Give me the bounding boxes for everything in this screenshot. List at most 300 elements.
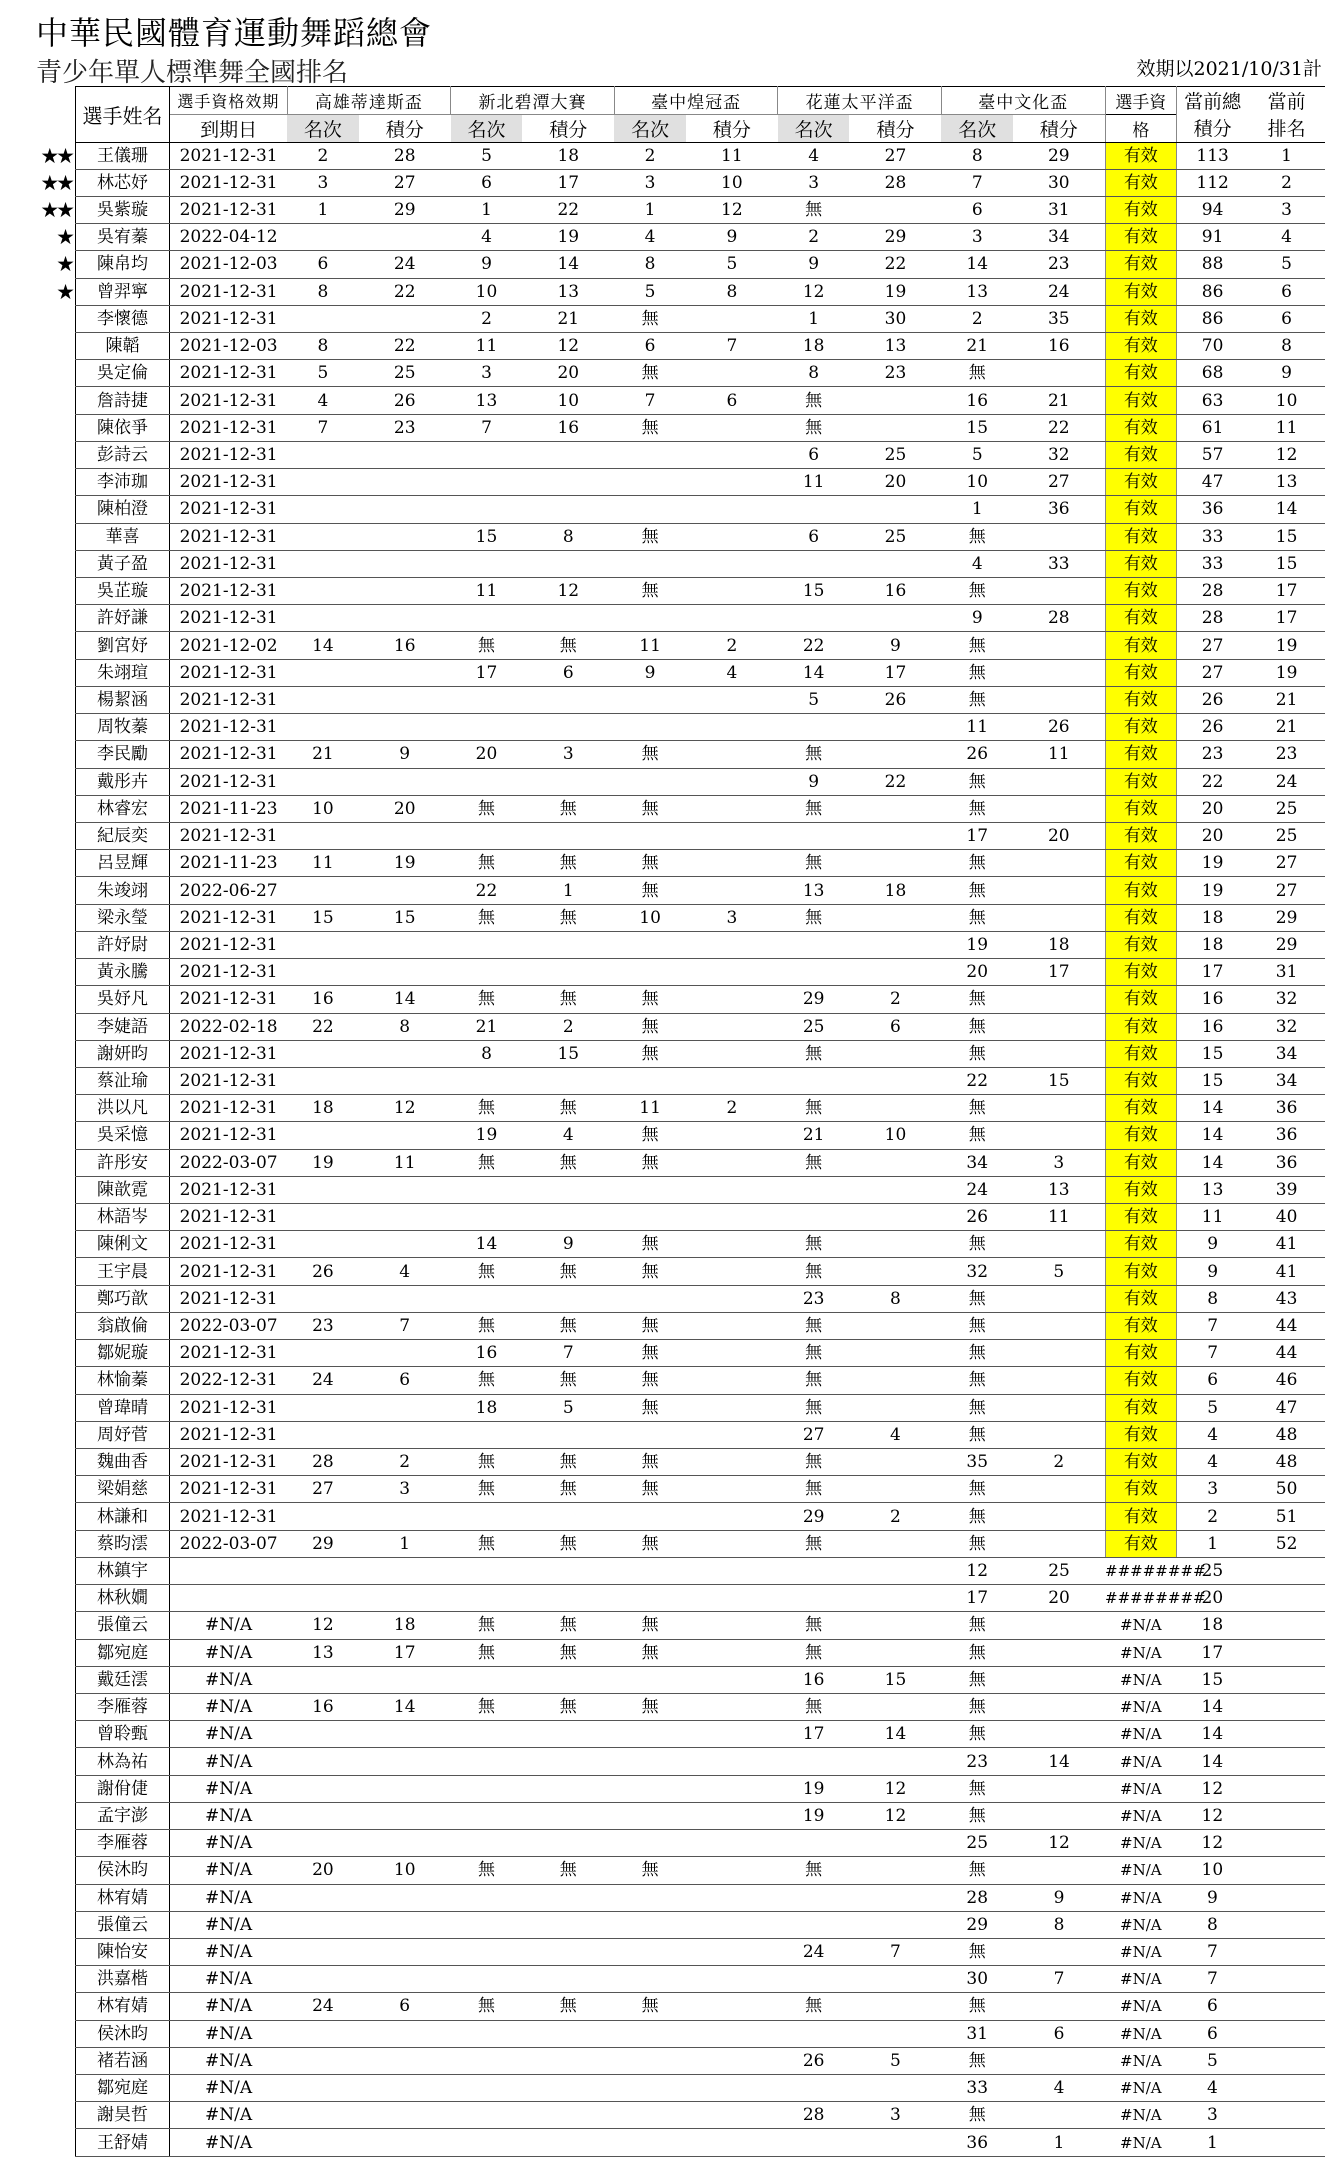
comp-points — [522, 822, 614, 849]
eligibility-status: #N/A — [1105, 2075, 1177, 2102]
current-rank — [1248, 1612, 1325, 1639]
expiry-date: #N/A — [170, 1748, 288, 1775]
comp-points — [522, 1285, 614, 1312]
current-rank: 5 — [1248, 251, 1325, 278]
expiry-date: 2021-12-31 — [170, 1067, 288, 1094]
player-name: 侯沐昀 — [76, 2020, 170, 2047]
comp-rank: 3 — [614, 169, 686, 196]
player-name: 許妤謙 — [76, 605, 170, 632]
table-row — [76, 1830, 1326, 1857]
comp-points: 31 — [1013, 196, 1105, 223]
comp-points: 22 — [359, 278, 451, 305]
comp-rank — [287, 441, 359, 468]
comp-rank: 11 — [941, 714, 1013, 741]
player-name: 林秋嫺 — [76, 1585, 170, 1612]
comp-rank — [451, 1285, 523, 1312]
current-rank: 21 — [1248, 686, 1325, 713]
comp-points — [686, 1285, 778, 1312]
total-points: 14 — [1177, 1122, 1249, 1149]
comp-rank: 無 — [451, 1449, 523, 1476]
total-points: 10 — [1177, 1857, 1249, 1884]
eligibility-status: 有效 — [1105, 305, 1177, 332]
comp-rank: 26 — [941, 741, 1013, 768]
player-name: 侯沐昀 — [76, 1857, 170, 1884]
rank-subheader: 名次 — [451, 114, 523, 142]
comp-points — [849, 1884, 941, 1911]
current-rank: 13 — [1248, 469, 1325, 496]
current-rank: 9 — [1248, 360, 1325, 387]
comp-points — [522, 714, 614, 741]
comp-points: 18 — [359, 1612, 451, 1639]
comp-rank: 17 — [941, 822, 1013, 849]
comp-points: 無 — [522, 1612, 614, 1639]
comp-points: 25 — [359, 360, 451, 387]
comp-rank — [451, 1938, 523, 1965]
comp-points: 12 — [849, 1802, 941, 1829]
current-rank: 43 — [1248, 1285, 1325, 1312]
comp-rank: 無 — [614, 1612, 686, 1639]
comp-points: 無 — [522, 1639, 614, 1666]
comp-rank — [614, 1585, 686, 1612]
comp-rank — [614, 550, 686, 577]
comp-rank — [287, 1938, 359, 1965]
total-points: 88 — [1177, 251, 1249, 278]
comp-rank — [614, 1938, 686, 1965]
comp-rank: 22 — [778, 632, 850, 659]
total-points: 12 — [1177, 1775, 1249, 1802]
comp-points: 34 — [1013, 224, 1105, 251]
expiry-date: 2021-12-02 — [170, 632, 288, 659]
total-points: 7 — [1177, 1966, 1249, 1993]
comp-points: 6 — [849, 1013, 941, 1040]
comp-points — [359, 1067, 451, 1094]
comp-points — [359, 1802, 451, 1829]
comp-rank: 無 — [778, 1258, 850, 1285]
player-name: 謝昊哲 — [76, 2102, 170, 2129]
comp-rank: 9 — [941, 605, 1013, 632]
comp-rank: 無 — [941, 1013, 1013, 1040]
comp-points: 2 — [849, 986, 941, 1013]
comp-rank — [287, 1775, 359, 1802]
comp-points: 6 — [359, 1993, 451, 2020]
comp-points: 18 — [849, 877, 941, 904]
comp-points: 7 — [1013, 1966, 1105, 1993]
player-name: 鄒宛庭 — [76, 1639, 170, 1666]
player-name: 曾羿寧 ★ — [76, 278, 170, 305]
star-rating-icon: ★★ — [40, 197, 72, 222]
total-points: 5 — [1177, 1394, 1249, 1421]
comp-points: 28 — [359, 142, 451, 169]
comp-points: 16 — [359, 632, 451, 659]
comp-rank — [287, 523, 359, 550]
comp-points — [359, 578, 451, 605]
comp-points — [686, 1421, 778, 1448]
comp-points — [686, 1340, 778, 1367]
player-name: 曾瑋晴 — [76, 1394, 170, 1421]
eligibility-status: 有效 — [1105, 659, 1177, 686]
comp-points — [359, 1666, 451, 1693]
comp-points — [359, 1585, 451, 1612]
comp-points: 4 — [1013, 2075, 1105, 2102]
table-row — [76, 1421, 1326, 1448]
comp-points — [1013, 1857, 1105, 1884]
player-name: 李懷德 — [76, 305, 170, 332]
expiry-date: 2021-12-31 — [170, 496, 288, 523]
comp-rank: 21 — [451, 1013, 523, 1040]
comp-rank: 無 — [778, 1231, 850, 1258]
comp-points — [522, 1067, 614, 1094]
expiry-date: 2022-02-18 — [170, 1013, 288, 1040]
comp-rank — [287, 931, 359, 958]
eligibility-status: #N/A — [1105, 1966, 1177, 1993]
comp-rank: 20 — [287, 1857, 359, 1884]
current-rank: 24 — [1248, 768, 1325, 795]
table-row — [76, 169, 1326, 196]
comp-rank — [287, 1503, 359, 1530]
total-points: 3 — [1177, 2102, 1249, 2129]
comp-points: 11 — [1013, 741, 1105, 768]
total-points: 1 — [1177, 1530, 1249, 1557]
comp-points — [359, 605, 451, 632]
comp-rank: 11 — [614, 632, 686, 659]
table-row — [76, 1721, 1326, 1748]
comp-rank: 28 — [941, 1884, 1013, 1911]
comp-points — [522, 1176, 614, 1203]
table-row — [76, 1530, 1326, 1557]
comp-rank — [287, 1911, 359, 1938]
current-rank: 44 — [1248, 1312, 1325, 1339]
table-row — [76, 496, 1326, 523]
points-subheader: 積分 — [849, 114, 941, 142]
comp-rank: 無 — [778, 1095, 850, 1122]
star-rating-icon: ★★ — [40, 170, 72, 195]
eligibility-status: #N/A — [1105, 1721, 1177, 1748]
current-rank: 14 — [1248, 496, 1325, 523]
eligibility-status: #N/A — [1105, 1775, 1177, 1802]
comp-points: 16 — [849, 578, 941, 605]
comp-points — [686, 1612, 778, 1639]
comp-points — [849, 1557, 941, 1584]
player-name: 朱竣翊 — [76, 877, 170, 904]
expiry-date: 2021-12-31 — [170, 441, 288, 468]
table-row — [76, 1231, 1326, 1258]
comp-points — [849, 1748, 941, 1775]
comp-points: 10 — [849, 1122, 941, 1149]
comp-rank — [451, 2047, 523, 2074]
current-rank: 3 — [1248, 196, 1325, 223]
current-rank — [1248, 1966, 1325, 1993]
comp-points — [849, 1449, 941, 1476]
table-row — [76, 360, 1326, 387]
comp-points — [686, 605, 778, 632]
comp-rank — [778, 931, 850, 958]
total-points: 9 — [1177, 1258, 1249, 1285]
comp-rank — [778, 1830, 850, 1857]
player-name-header: 選手姓名 — [76, 87, 170, 143]
comp-rank: 3 — [451, 360, 523, 387]
comp-points: 6 — [1013, 2020, 1105, 2047]
comp-points — [686, 578, 778, 605]
eligibility-status: #N/A — [1105, 1639, 1177, 1666]
comp-rank: 無 — [451, 1312, 523, 1339]
total-points: 18 — [1177, 904, 1249, 931]
competition-header: 高雄蒂達斯盃 — [287, 87, 451, 115]
current-rank: 44 — [1248, 1340, 1325, 1367]
comp-rank — [287, 714, 359, 741]
comp-rank: 無 — [451, 904, 523, 931]
comp-rank: 無 — [778, 1367, 850, 1394]
comp-points — [1013, 2047, 1105, 2074]
eligibility-status: 有效 — [1105, 714, 1177, 741]
comp-rank: 7 — [451, 414, 523, 441]
comp-points: 15 — [1013, 1067, 1105, 1094]
comp-rank — [451, 1721, 523, 1748]
player-name: 許彤安 — [76, 1149, 170, 1176]
comp-rank: 17 — [941, 1585, 1013, 1612]
comp-points — [686, 795, 778, 822]
player-name: 吳宥蓁 ★ — [76, 224, 170, 251]
eligibility-status: #N/A — [1105, 2102, 1177, 2129]
total-points: 26 — [1177, 714, 1249, 741]
comp-rank — [778, 714, 850, 741]
current-rank: 46 — [1248, 1367, 1325, 1394]
comp-points — [686, 1938, 778, 1965]
comp-points: 2 — [849, 1503, 941, 1530]
comp-points — [849, 2075, 941, 2102]
comp-rank: 26 — [778, 2047, 850, 2074]
comp-rank — [614, 1421, 686, 1448]
comp-rank: 2 — [287, 142, 359, 169]
comp-rank: 無 — [778, 1476, 850, 1503]
total-points: 14 — [1177, 1149, 1249, 1176]
table-row — [76, 1367, 1326, 1394]
comp-rank: 31 — [941, 2020, 1013, 2047]
player-name: 陳帛均 ★ — [76, 251, 170, 278]
comp-points — [849, 1149, 941, 1176]
expiry-date: 2022-06-27 — [170, 877, 288, 904]
expiry-date: 2021-12-31 — [170, 360, 288, 387]
comp-rank: 14 — [287, 632, 359, 659]
comp-points — [1013, 1938, 1105, 1965]
comp-points — [686, 1585, 778, 1612]
ranking-body — [40, 142, 1326, 2156]
total-points: 6 — [1177, 2020, 1249, 2047]
comp-rank: 21 — [287, 741, 359, 768]
comp-rank — [287, 1176, 359, 1203]
eligibility-status: 有效 — [1105, 959, 1177, 986]
current-rank: 29 — [1248, 931, 1325, 958]
eligibility-status: 有效 — [1105, 986, 1177, 1013]
comp-points — [849, 1176, 941, 1203]
comp-points — [359, 2129, 451, 2156]
comp-rank — [614, 1557, 686, 1584]
comp-points: 12 — [522, 333, 614, 360]
current-rank: 50 — [1248, 1476, 1325, 1503]
comp-points — [849, 850, 941, 877]
eligibility-status: 有效 — [1105, 224, 1177, 251]
current-rank — [1248, 1884, 1325, 1911]
expiry-date: 2021-12-31 — [170, 550, 288, 577]
comp-rank — [614, 1802, 686, 1829]
comp-points — [1013, 523, 1105, 550]
comp-rank — [614, 469, 686, 496]
player-name: 梁永瑩 — [76, 904, 170, 931]
comp-points — [522, 2047, 614, 2074]
comp-points — [686, 741, 778, 768]
status-header: 選手資 — [1105, 87, 1177, 115]
comp-points — [359, 1340, 451, 1367]
current-rank: 34 — [1248, 1067, 1325, 1094]
comp-rank — [614, 931, 686, 958]
table-row — [76, 469, 1326, 496]
comp-points — [686, 2047, 778, 2074]
comp-points — [849, 1993, 941, 2020]
competition-header: 臺中文化盃 — [941, 87, 1105, 115]
comp-rank: 18 — [451, 1394, 523, 1421]
comp-rank: 無 — [778, 1530, 850, 1557]
expiry-date: 2021-12-31 — [170, 1095, 288, 1122]
comp-rank — [614, 496, 686, 523]
comp-points — [522, 2075, 614, 2102]
total-points: 4 — [1177, 1449, 1249, 1476]
comp-points — [1013, 1095, 1105, 1122]
comp-points — [1013, 986, 1105, 1013]
player-name: 陳怡安 — [76, 1938, 170, 1965]
comp-points — [522, 1802, 614, 1829]
player-name: 吳妤凡 — [76, 986, 170, 1013]
eligibility-status: 有效 — [1105, 686, 1177, 713]
comp-rank: 無 — [614, 1639, 686, 1666]
total-points: 7 — [1177, 1938, 1249, 1965]
comp-points — [522, 1775, 614, 1802]
total-points: 5 — [1177, 2047, 1249, 2074]
current-rank: 31 — [1248, 959, 1325, 986]
comp-points — [849, 1830, 941, 1857]
comp-rank: 6 — [614, 333, 686, 360]
eligibility-status: 有效 — [1105, 605, 1177, 632]
comp-points — [1013, 1993, 1105, 2020]
comp-points — [359, 822, 451, 849]
comp-points: 26 — [849, 686, 941, 713]
comp-rank: 無 — [778, 196, 850, 223]
total-points: 12 — [1177, 1830, 1249, 1857]
comp-rank — [287, 1585, 359, 1612]
comp-points: 25 — [849, 441, 941, 468]
comp-rank: 5 — [778, 686, 850, 713]
player-name: 周牧蓁 — [76, 714, 170, 741]
table-row — [76, 1394, 1326, 1421]
comp-points: 20 — [522, 360, 614, 387]
comp-rank — [287, 1721, 359, 1748]
comp-rank — [778, 1884, 850, 1911]
comp-points: 12 — [686, 196, 778, 223]
current-rank — [1248, 1748, 1325, 1775]
comp-rank: 無 — [614, 1013, 686, 1040]
comp-points — [686, 1993, 778, 2020]
comp-points — [1013, 686, 1105, 713]
player-name: 李沛珈 — [76, 469, 170, 496]
comp-rank — [614, 2102, 686, 2129]
comp-rank — [614, 1721, 686, 1748]
comp-points: 14 — [359, 1693, 451, 1720]
player-name: 劉宮妤 — [76, 632, 170, 659]
comp-rank: 無 — [451, 1857, 523, 1884]
table-row — [76, 686, 1326, 713]
comp-rank: 1 — [941, 496, 1013, 523]
comp-points — [849, 196, 941, 223]
comp-rank: 9 — [451, 251, 523, 278]
expiry-date: #N/A — [170, 2129, 288, 2156]
current-rank: 8 — [1248, 333, 1325, 360]
player-name: 林為祐 — [76, 1748, 170, 1775]
comp-rank: 無 — [614, 1122, 686, 1149]
comp-points — [359, 1884, 451, 1911]
table-row — [76, 2102, 1326, 2129]
comp-points — [849, 2020, 941, 2047]
current-rank: 10 — [1248, 387, 1325, 414]
comp-points — [522, 1748, 614, 1775]
comp-points — [1013, 578, 1105, 605]
comp-points — [522, 1884, 614, 1911]
total-points: 1 — [1177, 2129, 1249, 2156]
comp-rank: 無 — [941, 904, 1013, 931]
total-points: 8 — [1177, 1285, 1249, 1312]
current-rank: 15 — [1248, 550, 1325, 577]
table-row — [76, 1557, 1326, 1584]
table-row — [76, 1095, 1326, 1122]
table-row — [76, 1884, 1326, 1911]
total-points: 7 — [1177, 1340, 1249, 1367]
current-rank — [1248, 2047, 1325, 2074]
table-row — [76, 1122, 1326, 1149]
table-row — [76, 1748, 1326, 1775]
comp-points — [849, 1040, 941, 1067]
comp-rank — [451, 768, 523, 795]
player-name: 王舒婧 — [76, 2129, 170, 2156]
comp-rank: 無 — [941, 795, 1013, 822]
comp-rank: 無 — [451, 1612, 523, 1639]
comp-points — [1013, 1394, 1105, 1421]
eligibility-status: ######## — [1105, 1557, 1177, 1584]
expiry-date — [170, 1585, 288, 1612]
current-rank: 17 — [1248, 578, 1325, 605]
expiry-date: 2021-12-31 — [170, 714, 288, 741]
comp-rank: 26 — [941, 1204, 1013, 1231]
current-rank: 48 — [1248, 1449, 1325, 1476]
comp-points: 8 — [849, 1285, 941, 1312]
comp-rank: 6 — [451, 169, 523, 196]
comp-points — [359, 931, 451, 958]
player-name: 林宥婧 — [76, 1884, 170, 1911]
comp-points: 7 — [359, 1312, 451, 1339]
total-points-header-bottom: 積分 — [1177, 114, 1249, 142]
expiry-date: #N/A — [170, 1911, 288, 1938]
comp-rank: 16 — [778, 1666, 850, 1693]
table-row — [76, 578, 1326, 605]
comp-points: 無 — [522, 1312, 614, 1339]
comp-points — [522, 1666, 614, 1693]
comp-rank — [614, 768, 686, 795]
player-name: 朱翊瑄 — [76, 659, 170, 686]
comp-points — [522, 605, 614, 632]
player-name: 鄒宛庭 — [76, 2075, 170, 2102]
comp-rank: 17 — [451, 659, 523, 686]
expiry-date: 2022-03-07 — [170, 1312, 288, 1339]
comp-rank — [778, 1557, 850, 1584]
comp-points: 18 — [1013, 931, 1105, 958]
comp-rank: 無 — [778, 1449, 850, 1476]
player-name: 林語岑 — [76, 1204, 170, 1231]
